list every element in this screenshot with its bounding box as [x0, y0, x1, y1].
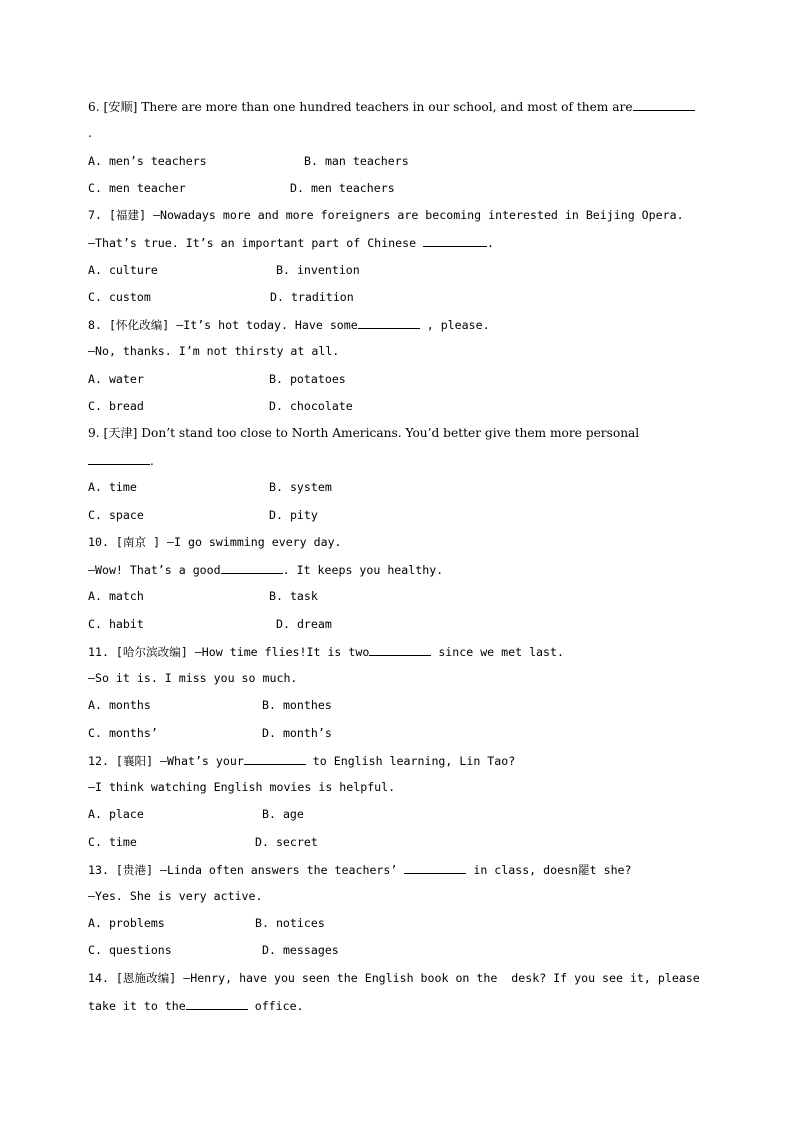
question-9-option-d: D. pity: [269, 508, 318, 522]
question-11-option-a: A. months: [88, 698, 151, 712]
question-6-stem-continued: .: [88, 126, 92, 140]
question-11-stem: [88, 643, 564, 660]
question-7-option-d: D. tradition: [270, 290, 354, 304]
question-12-stem: [88, 752, 515, 769]
question-9-text-end: .: [150, 454, 154, 468]
question-10-stem: 10. [南京 ] —I go swimming every day.: [88, 535, 342, 549]
question-10-option-d: D. dream: [276, 617, 332, 631]
question-11-stem-continued: —So it is. I miss you so much.: [88, 671, 298, 685]
question-12-option-b: B. age: [262, 807, 304, 821]
question-13-option-d: D. messages: [262, 943, 339, 957]
question-9-stem: 9. [天津] Don’t stand too close to North Americans. You’d better give them more personal: [88, 426, 640, 440]
answer-blank: [633, 98, 695, 111]
question-13-text-end: in class, doesn罷t she?: [466, 863, 632, 877]
question-8-option-d: D. chocolate: [269, 399, 353, 413]
question-13-stem: [88, 861, 632, 878]
question-6-option-a: A. men’s teachers: [88, 154, 207, 168]
question-8-option-a: A. water: [88, 372, 144, 386]
question-6-stem: [88, 98, 695, 115]
question-12-option-a: A. place: [88, 807, 144, 821]
question-13-stem-continued: —Yes. She is very active.: [88, 889, 263, 903]
question-8-stem-continued: —No, thanks. I’m not thirsty at all.: [88, 344, 340, 358]
question-14-text: take it to the: [88, 999, 186, 1013]
question-10-stem-continued: [88, 561, 443, 578]
question-9-stem-continued: [88, 452, 154, 469]
answer-blank: [358, 316, 420, 329]
question-9-option-c: C. space: [88, 508, 144, 522]
question-8-option-b: B. potatoes: [269, 372, 346, 386]
question-12-option-d: D. secret: [255, 835, 318, 849]
answer-blank: [244, 752, 306, 765]
answer-blank: [404, 861, 466, 874]
question-7-option-b: B. invention: [276, 263, 360, 277]
question-10-option-c: C. habit: [88, 617, 144, 631]
question-12-stem-continued: —I think watching English movies is helpful.: [88, 780, 396, 794]
question-9-option-a: A. time: [88, 480, 137, 494]
answer-blank: [221, 561, 283, 574]
question-6-option-b: B. man teachers: [304, 154, 409, 168]
question-9-option-b: B. system: [269, 480, 332, 494]
question-7-stem-continued: [88, 234, 494, 251]
question-7-option-a: A. culture: [88, 263, 158, 277]
answer-blank: [186, 997, 248, 1010]
question-14-text-end: office.: [247, 999, 304, 1013]
question-8-option-c: C. bread: [88, 399, 144, 413]
question-8-stem: [88, 316, 490, 333]
question-11-option-d: D. month’s: [262, 726, 332, 740]
question-6-option-c: C. men teacher: [88, 181, 186, 195]
question-11-text: 11. [哈尔滨改编] —How time flies!It is two: [88, 645, 370, 659]
question-7-text: —That’s true. It’s an important part of Chinese: [88, 236, 424, 250]
question-13-text: 13. [贵港] —Linda often answers the teachers’: [88, 863, 405, 877]
question-13-option-b: B. notices: [255, 916, 325, 930]
question-14-stem-continued: [88, 997, 304, 1014]
question-10-text-end: . It keeps you healthy.: [282, 563, 444, 577]
question-6-option-d: D. men teachers: [290, 181, 395, 195]
question-13-option-a: A. problems: [88, 916, 165, 930]
answer-blank: [88, 452, 150, 465]
question-11-option-c: C. months’: [88, 726, 158, 740]
question-6-text: 6. [安顺] There are more than one hundred teachers in our school, and most of them are: [88, 100, 633, 114]
question-8-text-end: , please.: [419, 318, 490, 332]
question-7-text-end: .: [487, 236, 495, 250]
question-11-option-b: B. monthes: [262, 698, 332, 712]
answer-blank: [423, 234, 487, 247]
question-12-text-end: to English learning, Lin Tao?: [305, 754, 516, 768]
question-10-option-a: A. match: [88, 589, 144, 603]
question-13-option-c: C. questions: [88, 943, 172, 957]
question-8-text: 8. [怀化改编] —It’s hot today. Have some: [88, 318, 358, 332]
question-7-stem: 7. [福建] —Nowadays more and more foreigners are becoming interested in Beijing Opera.: [88, 208, 684, 222]
question-14-stem: 14. [恩施改编] —Henry, have you seen the English book on the desk? If you see it, please: [88, 971, 700, 985]
question-10-option-b: B. task: [269, 589, 318, 603]
question-11-text-end: since we met last.: [431, 645, 564, 659]
question-7-option-c: C. custom: [88, 290, 151, 304]
question-10-text: —Wow! That’s a good: [88, 563, 221, 577]
question-12-text: 12. [襄阳] —What’s your: [88, 754, 244, 768]
answer-blank: [369, 643, 431, 656]
question-12-option-c: C. time: [88, 835, 137, 849]
